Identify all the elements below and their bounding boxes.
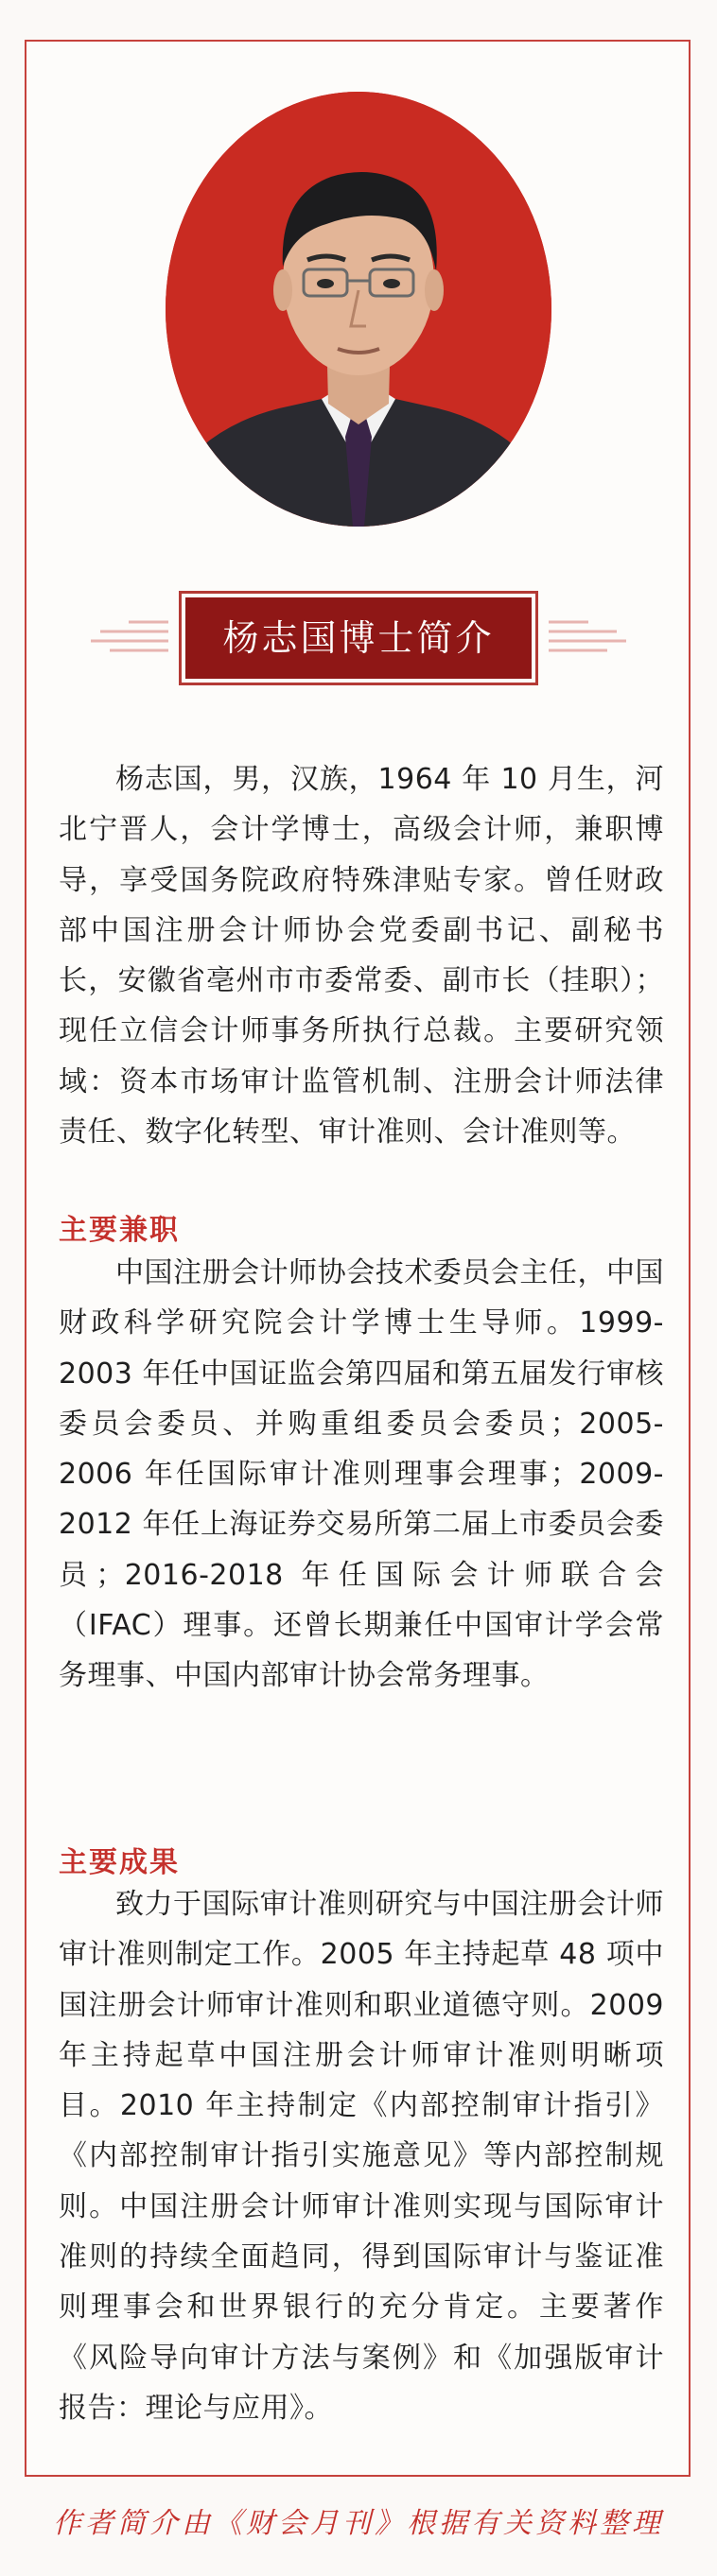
achievements-section bbox=[59, 1879, 664, 2433]
portrait-illustration bbox=[166, 92, 551, 527]
section-heading-achievements: 主要成果 bbox=[59, 1846, 180, 1879]
title-left-decoration bbox=[91, 597, 168, 679]
achievements-paragraph: 致力于国际审计准则研究与中国注册会计师审计准则制定工作。2005 年主持起草 48 项中国注册会计师审计准则和职业道德守则。2009 年主持起草中国注册会计师审计准则明晰项目。2010 年主持制定《内部控制审计指引》《内部控制审计指引实施意见》等内部控制规则。中国注册会计师审计准则实现与国际审计准则的持续全面趋同，得到国际审计与鉴证准则理事会和世界银行的充分肯定。主要著作《风险导向审计方法与案例》和《加强版审计报告：理论与应用》。 bbox=[59, 1888, 664, 2425]
part-time-section bbox=[59, 1248, 664, 1702]
title-banner bbox=[0, 597, 717, 679]
title-right-decoration bbox=[549, 597, 626, 679]
portrait-photo bbox=[166, 92, 551, 527]
page-title: 杨志国博士简介 bbox=[185, 597, 532, 679]
section-heading-part-time: 主要兼职 bbox=[59, 1214, 180, 1247]
source-note: 作者简介由《财会月刊》根据有关资料整理 bbox=[53, 2507, 664, 2540]
intro-section bbox=[59, 754, 664, 1157]
intro-paragraph: 杨志国，男，汉族，1964 年 10 月生，河北宁晋人，会计学博士，高级会计师，兼职博导，享受国务院政府特殊津贴专家。曾任财政部中国注册会计师协会党委副书记、副秘书长，安徽省亳州市市委常委、副市长（挂职）；现任立信会计师事务所执行总裁。主要研究领域：资本市场审计监管机制、注册会计师法律责任、数字化转型、审计准则、会计准则等。 bbox=[59, 763, 664, 1150]
part-time-paragraph: 中国注册会计师协会技术委员会主任，中国财政科学研究院会计学博士生导师。1999-2003 年任中国证监会第四届和第五届发行审核委员会委员、并购重组委员会委员；2005-2006 年任国际审计准则理事会理事；2009-2012 年任上海证券交易所第二届上市委员会委员；2016-2018 年任国际会计师联合会（IFAC）理事。还曾长期兼任中国审计学会常务理事、中国内部审计协会常务理事。 bbox=[59, 1256, 664, 1693]
